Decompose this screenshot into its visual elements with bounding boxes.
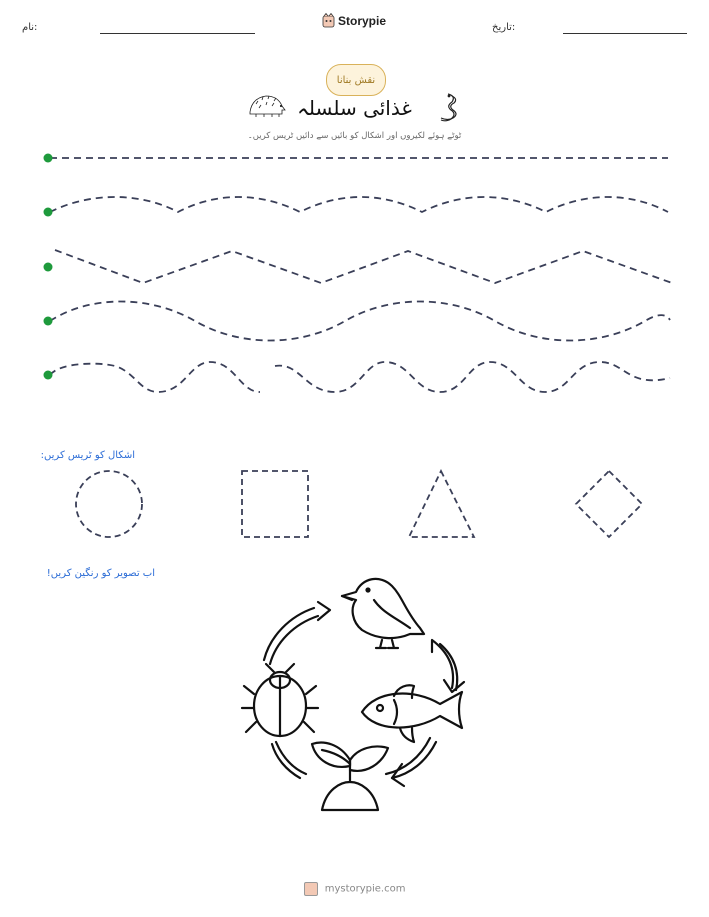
plant-icon[interactable]: [312, 743, 388, 810]
bird-icon[interactable]: [342, 579, 424, 648]
arrow-beetle-to-bird: [264, 602, 330, 664]
shapes-section-label: اشکال کو ٹریس کریں:: [40, 450, 135, 461]
name-label: نام:: [22, 22, 38, 33]
brand-name: Storypie: [338, 13, 387, 28]
coloring-section-label: اب تصویر کو رنگین کریں!: [46, 568, 155, 579]
arrow-fish-to-plant: [386, 738, 436, 786]
arrow-plant-to-beetle: [272, 742, 306, 778]
activity-badge: نقش بنانا: [326, 64, 386, 96]
arrow-bird-to-fish: [432, 640, 464, 692]
page-title: غذائی سلسلہ: [297, 96, 412, 120]
footer: [0, 882, 709, 896]
footer-logo-icon: [304, 882, 318, 896]
fish-icon[interactable]: [362, 685, 462, 742]
beetle-icon[interactable]: [242, 664, 318, 736]
footer-url[interactable]: mystorypie.com: [324, 883, 406, 895]
instructions: ٹوٹے ہوئے لکیروں اور اشکال کو بائیں سے دائیں ٹریس کریں۔: [247, 131, 462, 141]
date-label: تاریخ:: [492, 22, 516, 33]
